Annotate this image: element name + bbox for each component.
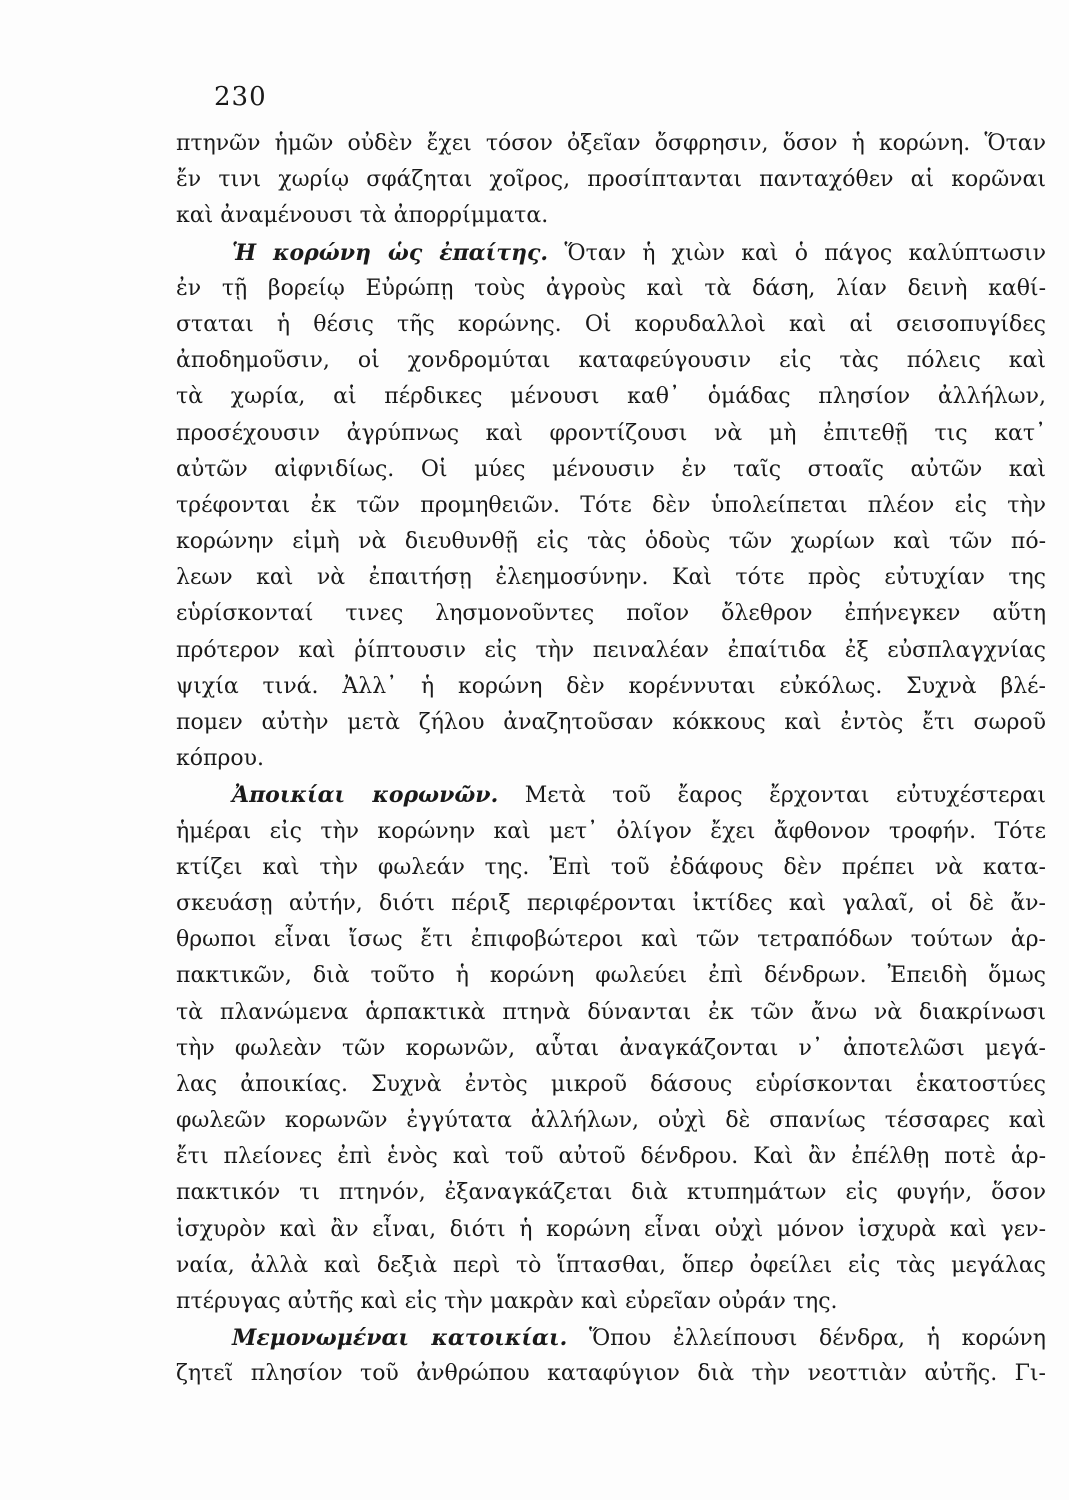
body-text xyxy=(176,126,1046,1393)
text-line: εὑρίσκονταί τινες λησμονοῦντες ποῖον ὄλεθρον ἐπήνεγκεν αὕτη xyxy=(176,601,1046,627)
text-line: ψιχία τινά. Ἀλλ᾽ ἡ κορώνη δὲν κορέννυται εὐκόλως. Συχνὰ βλέ- xyxy=(176,673,1046,699)
text-line: αὐτῶν αἰφνιδίως. Οἱ μύες μένουσιν ἐν ταῖς στοαῖς αὐτῶν καὶ xyxy=(176,456,1046,482)
text-line: τὴν φωλεὰν τῶν κορωνῶν, αὗται ἀναγκάζονται ν᾽ ἀποτελῶσι μεγά- xyxy=(176,1035,1046,1061)
text-line: φωλεῶν κορωνῶν ἐγγύτατα ἀλλήλων, οὐχὶ δὲ σπανίως τέσσαρες καὶ xyxy=(176,1108,1046,1134)
text-line: πτέρυγας αὐτῆς καὶ εἰς τὴν μακρὰν καὶ εὐρεῖαν οὐράν της. xyxy=(176,1289,838,1314)
text-line: σταται ἡ θέσις τῆς κορώνης. Οἱ κορυδαλλοὶ καὶ αἱ σεισοπυγίδες xyxy=(176,311,1046,337)
text-line: πρότερον καὶ ῥίπτουσιν εἰς τὴν πειναλέαν ἐπαίτιδα ἐξ εὐσπλαγχνίας xyxy=(176,637,1046,663)
text-line: λεων καὶ νὰ ἐπαιτήσῃ ἐλεημοσύνην. Καὶ τότε πρὸς εὐτυχίαν της xyxy=(176,565,1046,591)
text-line: πακτικῶν, διὰ τοῦτο ἡ κορώνη φωλεύει ἐπὶ δένδρων. Ἐπειδὴ ὅμως xyxy=(176,963,1046,989)
section-heading-line: Μεμονωμέναι κατοικίαι. Ὅπου ἐλλείπουσι δένδρα, ἡ κορώνη xyxy=(232,1325,1046,1352)
text-line: προσέχουσιν ἀγρύπνως καὶ φροντίζουσι νὰ μὴ ἐπιτεθῇ τις κατ᾽ xyxy=(176,420,1046,446)
text-line: ἔν τινι χωρίῳ σφάζηται χοῖρος, προσίπτανται πανταχόθεν αἱ κορῶναι xyxy=(176,167,1046,193)
section-heading: Ἡ κορώνη ὡς ἐπαίτης. xyxy=(232,239,549,266)
text-line: κορώνην εἰμὴ νὰ διευθυνθῇ εἰς τὰς ὁδοὺς τῶν χωρίων καὶ τῶν πό- xyxy=(176,529,1046,555)
text-line: σκευάσῃ αὐτήν, διότι πέριξ περιφέρονται ἰκτίδες καὶ γαλαῖ, οἱ δὲ ἄν- xyxy=(176,890,1046,916)
text-line: τρέφονται ἐκ τῶν προμηθειῶν. Τότε δὲν ὑπολείπεται πλέον εἰς τὴν xyxy=(176,492,1046,518)
text-line: ναία, ἀλλὰ καὶ δεξιὰ περὶ τὸ ἵπτασθαι, ὅπερ ὀφείλει εἰς τὰς μεγάλας xyxy=(176,1252,1046,1278)
text-line: κτίζει καὶ τὴν φωλεάν της. Ἐπὶ τοῦ ἐδάφους δὲν πρέπει νὰ κατα- xyxy=(176,854,1046,880)
text-line: πομεν αὐτὴν μετὰ ζήλου ἀναζητοῦσαν κόκκους καὶ ἐντὸς ἔτι σωροῦ xyxy=(176,710,1046,735)
text-line: τὰ πλανώμενα ἁρπακτικὰ πτηνὰ δύνανται ἐκ τῶν ἄνω νὰ διακρίνωσι xyxy=(176,999,1046,1025)
text-line: κόπρου. xyxy=(176,746,264,772)
section-heading: Μεμονωμέναι κατοικίαι. xyxy=(232,1325,568,1352)
text-line: ἔτι πλείονες ἐπὶ ἑνὸς καὶ τοῦ αὐτοῦ δένδρου. Καὶ ἂν ἐπέλθῃ ποτὲ ἁρ- xyxy=(176,1144,1046,1170)
section-heading-line: Ἡ κορώνη ὡς ἐπαίτης. Ὅταν ἡ χιὼν καὶ ὁ πάγος καλύπτωσιν xyxy=(232,239,1046,266)
text-line: ἡμέραι εἰς τὴν κορώνην καὶ μετ᾽ ὀλίγον ἔχει ἄφθονον τροφήν. Τότε xyxy=(176,818,1046,844)
text-line: θρωποι εἶναι ἴσως ἔτι ἐπιφοβώτεροι καὶ τῶν τετραπόδων τούτων ἁρ- xyxy=(176,927,1046,953)
text-line: τὰ χωρία, αἱ πέρδικες μένουσι καθ᾽ ὁμάδας πλησίον ἀλλήλων, xyxy=(176,384,1046,410)
section-heading-line: Ἀποικίαι κορωνῶν. Μετὰ τοῦ ἔαρος ἔρχονται εὐτυχέστεραι xyxy=(232,782,1046,809)
text-line: πτηνῶν ἡμῶν οὐδὲν ἔχει τόσον ὀξεῖαν ὄσφρησιν, ὅσον ἡ κορώνη. Ὅταν xyxy=(176,131,1046,156)
text-line: ζητεῖ πλησίον τοῦ ἀνθρώπου καταφύγιον διὰ τὴν νεοττιὰν αὐτῆς. Γι- xyxy=(176,1361,1046,1387)
page-number: 230 xyxy=(214,82,267,112)
text-line: λας ἀποικίας. Συχνὰ ἐντὸς μικροῦ δάσους εὑρίσκονται ἑκατοστύες xyxy=(176,1071,1046,1097)
text-line: ἰσχυρὸν καὶ ἂν εἶναι, διότι ἡ κορώνη εἶναι οὐχὶ μόνον ἰσχυρὰ καὶ γεν- xyxy=(176,1216,1046,1242)
text-line: καὶ ἀναμένουσι τὰ ἀπορρίμματα. xyxy=(176,203,549,229)
text-line: πακτικόν τι πτηνόν, ἐξαναγκάζεται διὰ κτυπημάτων εἰς φυγήν, ὅσον xyxy=(176,1180,1046,1206)
text-line: ἐν τῇ βορείῳ Εὐρώπῃ τοὺς ἀγροὺς καὶ τὰ δάση, λίαν δεινὴ καθί- xyxy=(176,275,1046,301)
section-heading: Ἀποικίαι κορωνῶν. xyxy=(232,782,499,809)
text-line: ἀποδημοῦσιν, οἱ χονδρομύται καταφεύγουσιν εἰς τὰς πόλεις καὶ xyxy=(176,348,1046,374)
